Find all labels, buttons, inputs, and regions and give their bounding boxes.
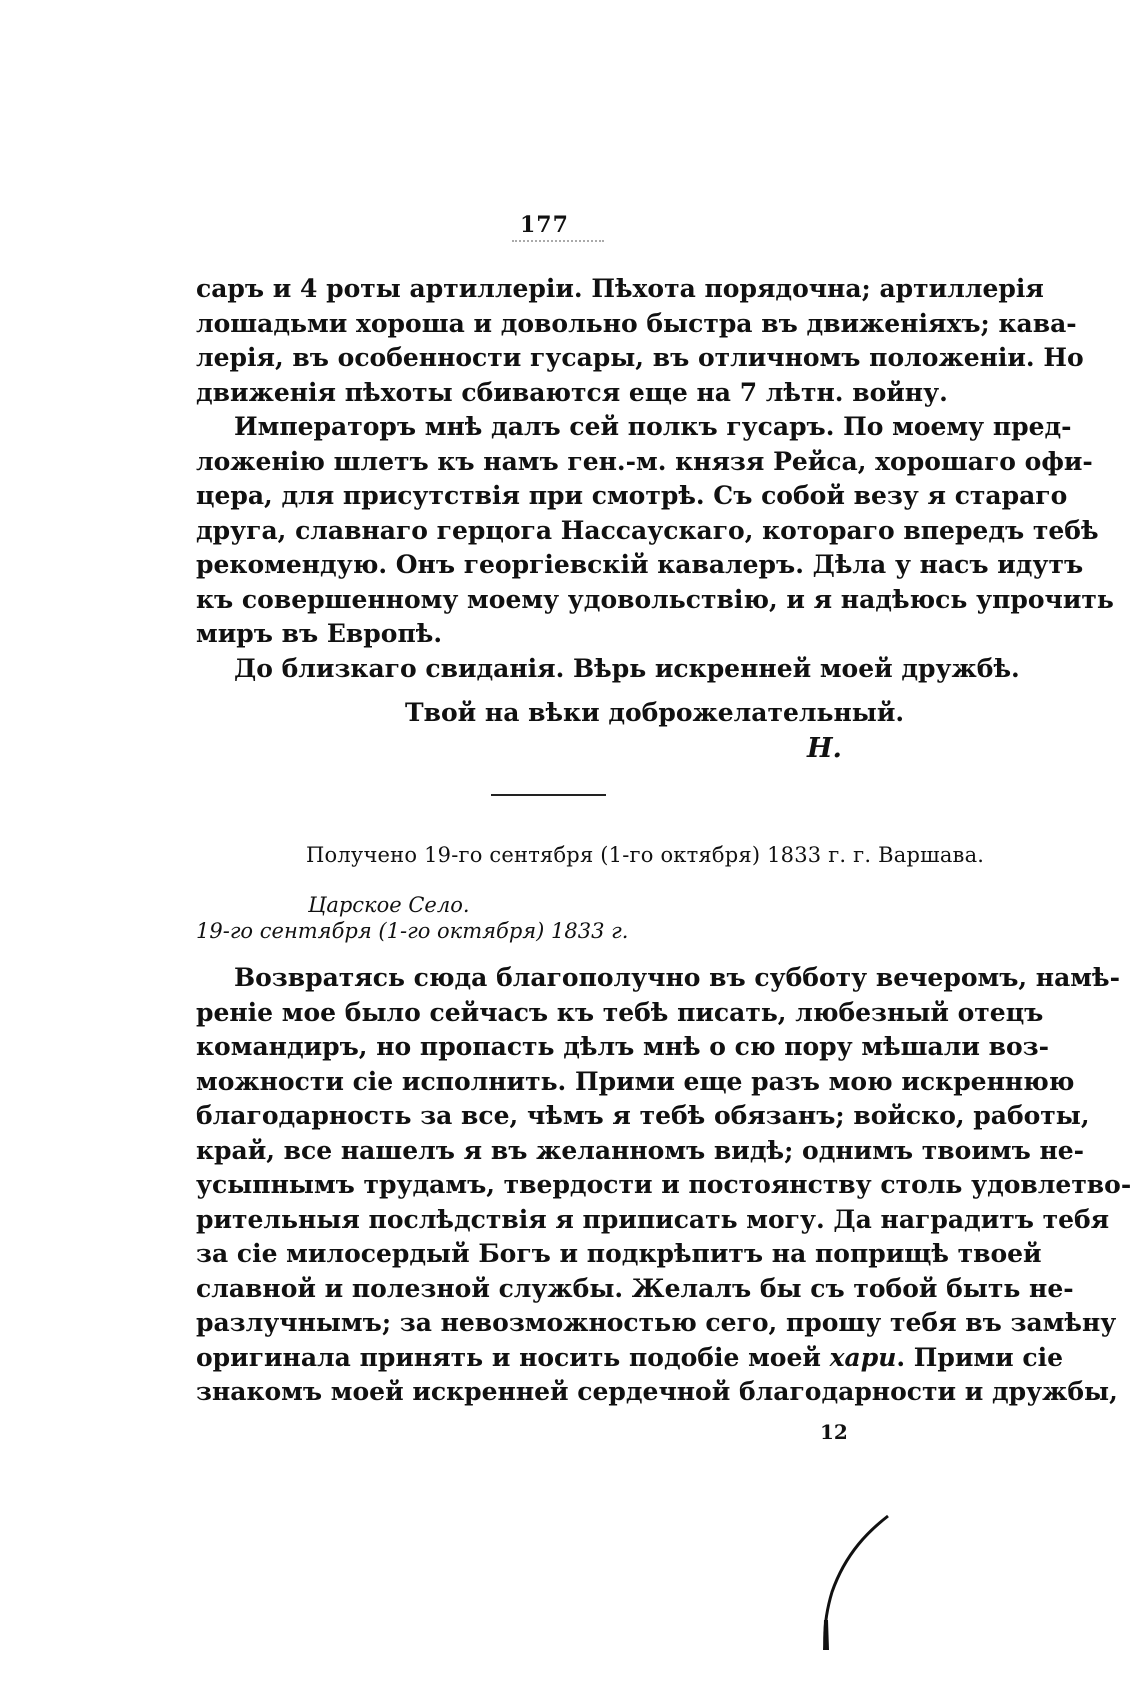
text-line: благодарность за все, чѣмъ я тебѣ обязанъ; войско, работы, — [196, 1101, 1090, 1130]
text-line: рекомендую. Онъ георгіевскій кавалеръ. Дѣла у насъ идутъ — [196, 550, 1084, 579]
text-line: край, все нашелъ я въ желанномъ видѣ; однимъ твоимъ не- — [196, 1135, 1085, 1165]
text-line: къ совершенному моему удовольствію, и я надѣюсь упрочить — [196, 584, 1114, 614]
text-line: друга, славнаго герцога Нассаускаго, котораго впередъ тебѣ — [196, 515, 1099, 545]
text-line: разлучнымъ; за невозможностью сего, прошу тебя въ замѣну — [196, 1308, 1117, 1337]
sheet-signature: 12 — [820, 1420, 848, 1444]
letter1-paragraph-1 — [196, 272, 1084, 410]
text-line: рительныя послѣдствія я приписать могу. Да наградитъ тебя — [196, 1204, 1110, 1234]
text-line: Императоръ мнѣ далъ сей полкъ гусаръ. По моему пред- — [234, 412, 1072, 441]
received-note: Получено 19-го сентября (1-го октября) 1833 г. г. Варшава. — [306, 843, 985, 867]
letter2-body — [196, 961, 1132, 1410]
text-line: славной и полезной службы. Желалъ бы съ тобой быть не- — [196, 1273, 1074, 1303]
text-line: лерія, въ особенности гусары, въ отличномъ положеніи. Но — [196, 343, 1084, 372]
letter1-paragraph-3 — [196, 652, 1020, 687]
italic-word: хари — [829, 1342, 897, 1372]
letter1-paragraph-2 — [196, 410, 1114, 652]
text-line: лошадьми хороша и довольно быстра въ движеніяхъ; кава- — [196, 308, 1077, 338]
text-line: Возвратясь сюда благополучно въ субботу вечеромъ, намѣ- — [234, 963, 1120, 992]
text-segment: оригинала принять и носить подобіе моей — [196, 1342, 830, 1372]
text-line: усыпнымъ трудамъ, твердости и постоянству столь удовлетво- — [196, 1170, 1132, 1199]
text-line: реніе мое было сейчасъ къ тебѣ писать, любезный отецъ — [196, 997, 1044, 1027]
text-line: можности сіе исполнить. Прими еще разъ мою искреннюю — [196, 1066, 1075, 1096]
text-line: командиръ, но пропасть дѣлъ мнѣ о сю пору мѣшали воз- — [196, 1032, 1049, 1061]
letter2-date: 19-го сентября (1-го октября) 1833 г. — [196, 919, 629, 943]
page-number-underline — [512, 240, 604, 244]
text-line: движенія пѣхоты сбиваются еще на 7 лѣтн. войну. — [196, 377, 948, 407]
text-segment: . Прими сіе — [896, 1342, 1064, 1372]
letter1-closing: Твой на вѣки доброжелательный. — [405, 698, 905, 727]
text-line: за сіе милосердый Богъ и подкрѣпитъ на поприщѣ твоей — [196, 1239, 1042, 1268]
letter1-signature: Н. — [807, 733, 842, 764]
text-line: цера, для присутствія при смотрѣ. Съ собой везу я стараго — [196, 481, 1068, 510]
letter2-place: Царское Село. — [308, 893, 470, 917]
pen-stroke-mark — [818, 1512, 898, 1652]
text-line: До близкаго свиданія. Вѣрь искренней моей дружбѣ. — [234, 654, 1020, 683]
text-line: саръ и 4 роты артиллеріи. Пѣхота порядочна; артиллерія — [196, 274, 1044, 303]
text-line: миръ въ Европѣ. — [196, 619, 443, 648]
text-line: знакомъ моей искренней сердечной благодарности и дружбы, — [196, 1377, 1118, 1406]
text-line: ложенію шлетъ къ намъ ген.-м. князя Рейса, хорошаго офи- — [196, 446, 1093, 476]
text-line — [196, 1341, 1064, 1376]
section-divider — [491, 794, 606, 796]
page-number: 177 — [520, 212, 569, 238]
